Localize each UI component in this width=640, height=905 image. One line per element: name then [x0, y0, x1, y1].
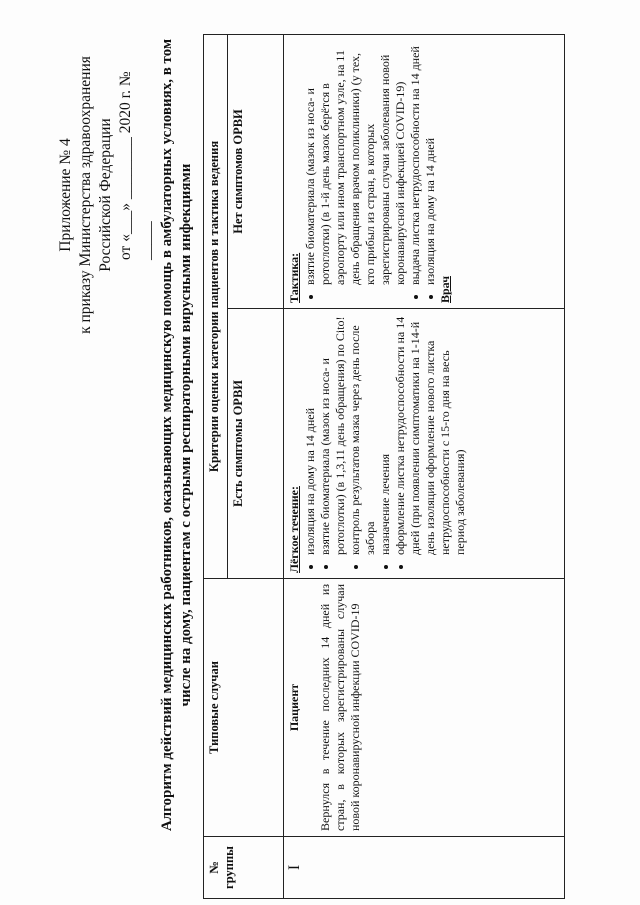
no-symptoms-cell — [284, 35, 565, 309]
group-number-cell: I — [284, 837, 565, 899]
no-symptoms-header: Нет симптомов ОРВИ — [228, 35, 284, 309]
case-description: Вернулся в течение последних 14 дней из стран, в которых зарегистрированы случаи новой коронавирусной инфекции COVID-19 — [318, 584, 362, 831]
list-item: • выдача листка нетрудоспособности на 14 дней — [408, 40, 423, 285]
document-title: Алгоритм действий медицинских работников, оказывающих медицинскую помощь в амбулаторных условиях, в том числе на дому, пациентам с острыми респираторными вирусными инфекциями — [159, 38, 194, 832]
typical-case-cell — [284, 579, 565, 837]
patient-label: Пациент — [287, 683, 301, 732]
has-symptoms-cell — [284, 309, 565, 579]
has-symptoms-header: Есть симптомы ОРВИ — [228, 309, 284, 579]
table-header-row-1 — [204, 35, 228, 899]
mild-course-list — [303, 314, 468, 573]
list-item: • изоляция на дому на 14 дней — [303, 314, 318, 555]
list-item: • контроль результатов мазка через день после забора — [348, 314, 378, 555]
appendix-order-ref: к приказу Министерства здравоохранения — [77, 56, 94, 334]
list-item: • взятие биоматериала (мазок из носа- и ротоглотки) (в 1-й день мазок берётся в аэропорту или ином транспортном узле, на 11 день обращения врачом поликлиники) (у тех, кто прибыл из стран, в которых зарегистрированы случаи заболевания новой коронавирусной инфекцией COVID-19) — [303, 40, 408, 285]
appendix-federation: Российской Федерации — [97, 118, 114, 272]
algorithm-table — [203, 34, 565, 899]
appendix-number: Приложение № 4 — [57, 138, 74, 252]
appendix-header — [56, 30, 156, 360]
list-item: • взятие биоматериала (мазок из носа- и ротоглотки) (в 1,3,11 день обращения) по Cito! — [318, 314, 348, 555]
typical-cases-header: Типовые случаи — [204, 579, 284, 837]
tactics-title: Тактика: — [287, 252, 301, 303]
group-number-header: № группы — [204, 837, 284, 899]
list-item: • оформление листка нетрудоспособности на 14 дней (при появлении симптоматики на 1-14-й день изоляции оформление нового листка нетрудоспособности с 15-го дня на весь период заболевания) — [393, 314, 468, 555]
mild-course-title: Лёгкое течение: — [287, 486, 301, 573]
list-item: • изоляция на дому на 14 дней — [423, 40, 438, 285]
table-row — [284, 35, 565, 899]
list-item: • назначение лечения — [378, 314, 393, 555]
tactics-list — [303, 40, 438, 303]
criteria-header: Критерии оценки категории пациентов и тактика ведения — [204, 35, 228, 579]
appendix-date-line: от «___» ________ 2020 г. № _____ — [117, 71, 154, 260]
doctor-title: Врач — [438, 276, 452, 303]
